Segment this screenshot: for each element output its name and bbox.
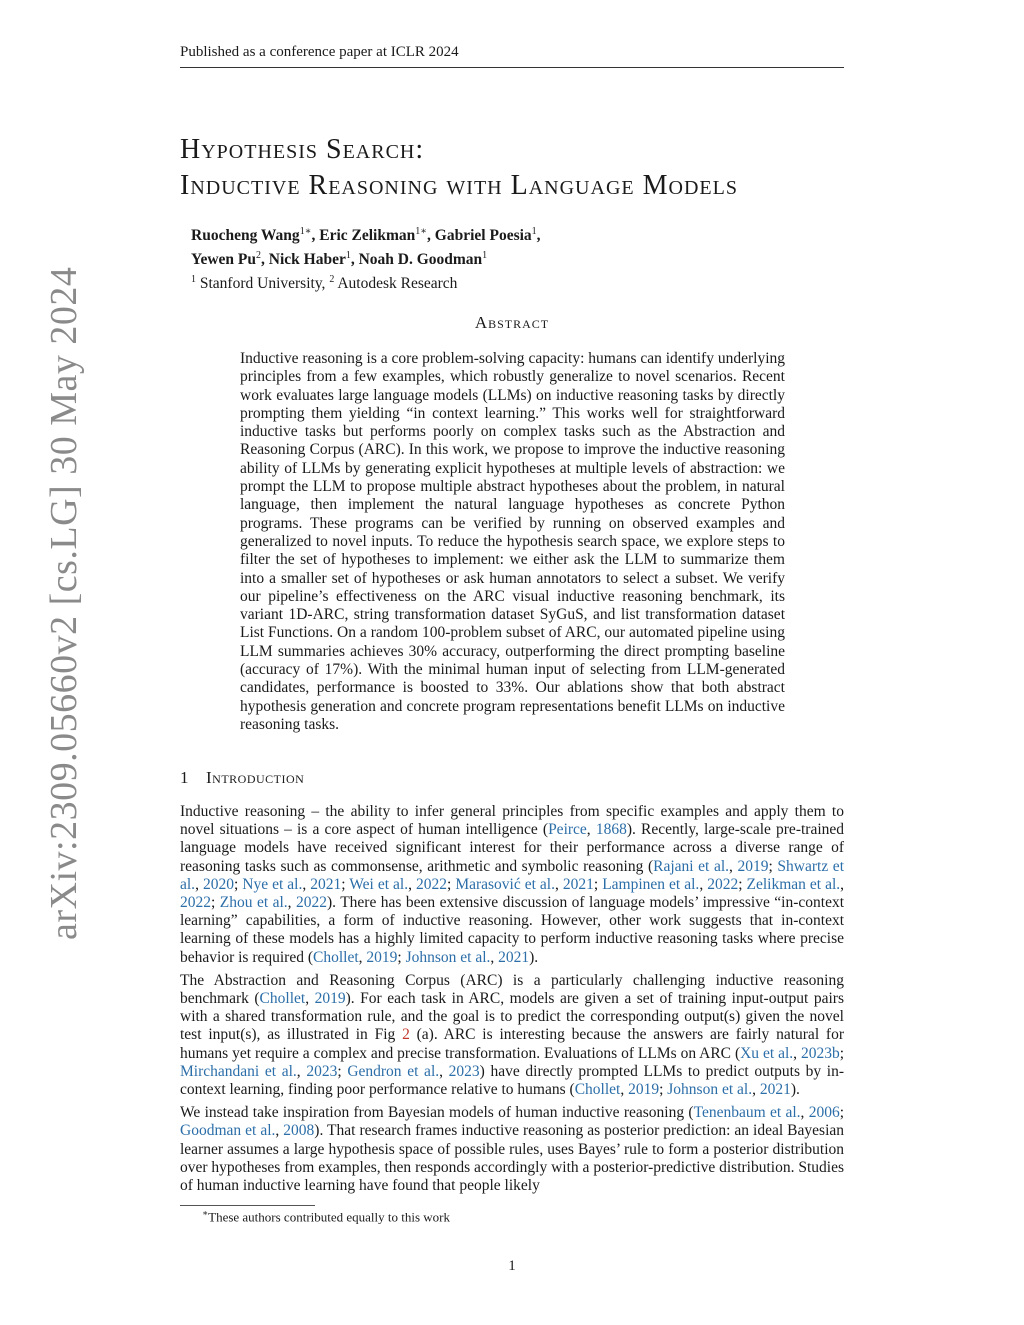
citation-link[interactable]: 2021 [759, 1081, 791, 1099]
abstract-heading: Abstract [474, 313, 550, 332]
citation-link[interactable]: Johnson et al. [667, 1081, 753, 1099]
citation-link[interactable]: Goodman et al. [180, 1122, 276, 1140]
citation-link[interactable]: Shwartz et al. [180, 857, 844, 893]
affiliation-sup: 1 [191, 274, 196, 286]
citation-link[interactable]: Marasović et al. [455, 875, 555, 893]
author-names: Ruocheng Wang$^{1∗}$, Eric Zelikman$^{1∗}$, Gabriel Poesia$^1$, Yewen Pu$^2$, Nick Haber$^1$, Noah D. Goodman$^1$ [191, 226, 541, 269]
author-name: Noah D. Goodman [358, 251, 483, 269]
footnote-text: These authors contributed equally to this work [208, 1209, 451, 1225]
citation-link[interactable]: Nye et al. [242, 875, 303, 893]
title-line-1: Hypothesis Search: [180, 134, 425, 165]
citation-link[interactable]: Zhou et al. [219, 894, 288, 912]
author-sup: 1 [345, 250, 351, 262]
citation-link[interactable]: 2019 [366, 948, 398, 966]
citation-link[interactable]: Chollet [313, 948, 359, 966]
paragraph: We instead take inspiration from Bayesian models of human inductive reasoning (Tenenbaum et al., 2006; Goodman et al., 2008). That research frames inductive reasoning as posterior prediction: an ideal Bayesian learner assumes a large hypothesis space of possible rules, uses Bayes’ rule to form a posterior distribution over hypotheses from examples, then responds accordingly with a posterior-predictive distribution. Studies of human inductive learning have found that people likely [180, 1104, 844, 1195]
citation-link[interactable]: 2019 [737, 857, 769, 875]
section-title: Introduction [206, 768, 305, 787]
citation-link[interactable]: 2019 [314, 990, 346, 1008]
citation-link[interactable]: 2019 [628, 1081, 660, 1099]
author-name: Eric Zelikman [319, 227, 416, 245]
citation-link[interactable]: 2023 [448, 1062, 480, 1080]
author-sup: 1 [531, 226, 537, 237]
citation-link[interactable]: 2008 [283, 1122, 315, 1140]
citation-link[interactable]: Rajani et al. [653, 857, 730, 875]
citation-link[interactable]: 2022 [416, 875, 447, 893]
citation-link[interactable]: Chollet [574, 1081, 621, 1099]
citation-link[interactable]: Johnson et al. [405, 948, 491, 966]
introduction-body [180, 803, 844, 1200]
author-name: Gabriel Poesia [434, 227, 532, 245]
citation-link[interactable]: Zelikman et al. [746, 875, 841, 893]
figure-ref-link[interactable]: 2 [402, 1026, 410, 1044]
citation-link[interactable]: Wei et al. [349, 875, 409, 893]
footnote-marker: ∗ [202, 1208, 209, 1218]
citation-link[interactable]: 2022 [180, 894, 211, 912]
citation-link[interactable]: 2023 [306, 1062, 338, 1080]
author-name: Ruocheng Wang [191, 227, 300, 245]
author-name: Yewen Pu [191, 251, 257, 269]
title-line-2: Inductive Reasoning with Language Models [180, 170, 738, 201]
author-name: Nick Haber [268, 251, 346, 269]
paper-title [180, 132, 880, 204]
paragraph: Inductive reasoning – the ability to infer general principles from specific examples and apply them to novel situations – is a core aspect of human intelligence (Peirce, 1868). Recently, large-scale pre-trained language models have received significant interest for their performance across a diverse range of reasoning tasks such as commonsense, arithmetic and symbolic reasoning (Rajani et al., 2019; Shwartz et al., 2020; Nye et al., 2021; Wei et al., 2022; Marasović et al., 2021; Lampinen et al., 2022; Zelikman et al., 2022; Zhou et al., 2022). There has been extensive discussion of language models’ impressive “in-context learning” capabilities, a form of inductive reasoning. However, other work suggests that in-context learning of these models has a highly limited capacity to perform inductive reasoning tasks where precise behavior is required (Chollet, 2019; Johnson et al., 2021). [180, 803, 845, 966]
author-sup: 2 [256, 250, 262, 262]
page-number: 1 [508, 1258, 516, 1274]
running-header: Published as a conference paper at ICLR 2024 [180, 44, 844, 68]
paragraph: The Abstraction and Reasoning Corpus (ARC) is a particularly challenging inductive reasoning benchmark (Chollet, 2019). For each task in ARC, models are given a set of training input-output pairs with a shared transformation rule, and the goal is to predict the corresponding output(s) given the novel test input(s), as illustrated in Fig 2 (a). ARC is interesting because the answers are fairly natural for humans yet require a complex and precise transformation. Evaluations of LLMs on ARC (Xu et al., 2023b; Mirchandani et al., 2023; Gendron et al., 2023) have directly prompted LLMs to predict outputs by in-context learning, finding poor performance relative to humans (Chollet, 2019; Johnson et al., 2021). [180, 971, 845, 1099]
citation-link[interactable]: Mirchandani et al. [180, 1062, 297, 1080]
footnote-divider [180, 1205, 315, 1206]
citation-link[interactable]: 2022 [296, 894, 327, 912]
citation-link[interactable]: 2020 [202, 875, 234, 893]
citation-link[interactable]: Chollet [259, 990, 306, 1008]
footnote [202, 1208, 450, 1225]
arxiv-identifier[interactable]: arXiv:2309.05660v2 [cs.LG] 30 May 2024 [43, 266, 85, 940]
citation-link[interactable]: 2021 [498, 948, 530, 966]
section-number: 1 [180, 768, 189, 787]
affiliation: Autodesk Research [337, 275, 458, 293]
citation-link[interactable]: 1868 [595, 821, 627, 839]
author-sup: 1 [482, 250, 488, 262]
affiliations [191, 270, 791, 294]
citation-link[interactable]: 2006 [808, 1104, 840, 1122]
citation-link[interactable]: 2022 [707, 875, 739, 893]
author-sup: 1∗ [415, 226, 428, 237]
section-heading [180, 768, 304, 788]
citation-link[interactable]: 2023b [800, 1044, 840, 1062]
author-block [191, 222, 791, 294]
citation-link[interactable]: Peirce [548, 821, 587, 839]
citation-link[interactable]: Gendron et al. [347, 1062, 440, 1080]
abstract-text: Inductive reasoning is a core problem-solving capacity: humans can identify underlying principles from a few examples, which robustly generalize to novel scenarios. Recent work evaluates large language models (LLMs) on inductive reasoning tasks by directly prompting them yielding “in context learning.” This works well for straightforward inductive tasks but performs poorly on complex tasks such as the Abstraction and Reasoning Corpus (ARC). In this work, we propose to improve the inductive reasoning ability of LLMs by generating explicit hypotheses at multiple levels of abstraction: we prompt the LLM to propose multiple abstract hypotheses about the problem, in natural language, then implement the natural language hypotheses as concrete Python programs. These programs can be verified by running on observed examples and generalized to novel inputs. To reduce the hypothesis search space, we explore steps to filter the set of hypotheses to implement: we either ask the LLM to summarize them into a smaller set of hypotheses or ask human annotators to select a subset. We verify our pipeline’s effectiveness on the ARC visual inductive reasoning benchmark, its variant 1D-ARC, string transformation dataset SyGuS, and list transformation dataset List Functions. On a random 100-problem subset of ARC, our automated pipeline using LLM summaries achieves 30% accuracy, outperforming the direct prompting baseline (accuracy of 17%). With the minimal human input of selecting from LLM-generated candidates, performance is boosted to 33%. Our ablations show that both abstract hypothesis generation and concrete program representations benefit LLMs on inductive reasoning tasks. [240, 350, 785, 733]
citation-link[interactable]: 2021 [562, 875, 594, 893]
affiliation-sup: 2 [329, 274, 335, 286]
author-sup: 1∗ [299, 226, 312, 237]
citation-link[interactable]: Lampinen et al. [602, 875, 700, 893]
citation-link[interactable]: 2021 [310, 875, 342, 893]
citation-link[interactable]: Xu et al. [740, 1044, 794, 1062]
citation-link[interactable]: Tenenbaum et al. [693, 1104, 801, 1122]
affiliation: Stanford University, [199, 275, 326, 293]
